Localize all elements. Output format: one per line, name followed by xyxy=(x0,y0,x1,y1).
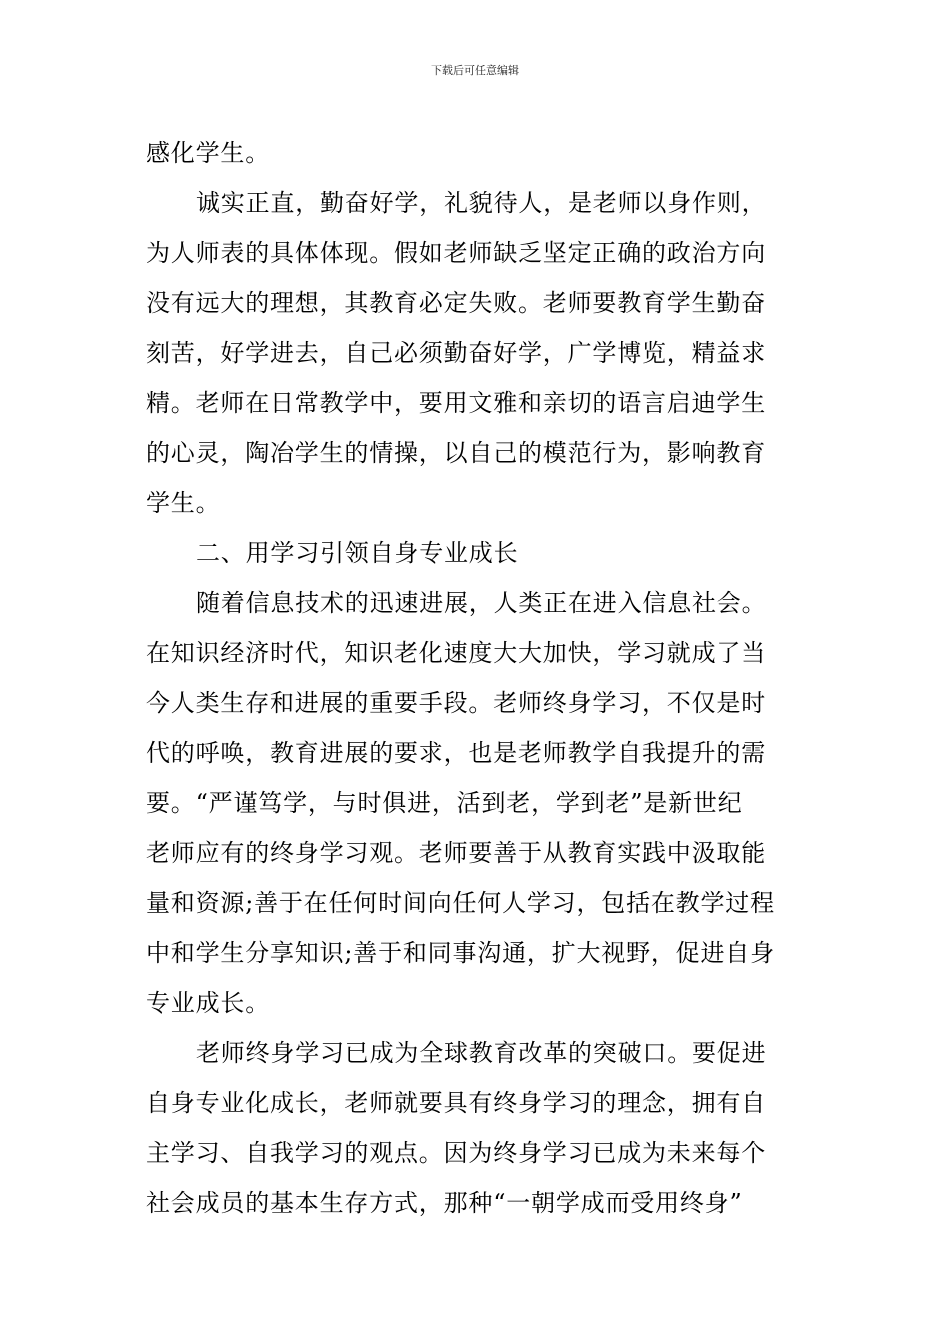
text-line: 诚实正直，勤奋好学，礼貌待人，是老师以身作则， xyxy=(196,189,767,217)
text-line: 自身专业化成长，老师就要具有终身学习的理念，拥有自 xyxy=(146,1089,766,1117)
text-line: 为人师表的具体体现。假如老师缺乏坚定正确的政治方向 xyxy=(146,239,766,267)
text-line: 刻苦，好学进去，自己必须勤奋好学，广学博览，精益求 xyxy=(146,339,766,367)
text-line: 感化学生。 xyxy=(146,139,270,167)
text-line: 量和资源;善于在任何时间向任何人学习，包括在教学过程 xyxy=(146,889,775,917)
text-line: 精。老师在日常教学中，要用文雅和亲切的语言启迪学生 xyxy=(146,389,766,417)
text-line: 在知识经济时代，知识老化速度大大加快，学习就成了当 xyxy=(146,639,766,667)
text-line: 学生。 xyxy=(146,489,221,517)
text-line: 要。“严谨笃学，与时俱进，活到老，学到老”是新世纪 xyxy=(146,789,743,817)
text-line: 主学习、自我学习的观点。因为终身学习已成为未来每个 xyxy=(146,1139,766,1167)
text-line: 中和学生分享知识;善于和同事沟通，扩大视野，促进自身 xyxy=(146,939,775,967)
text-line: 二、用学习引领自身专业成长 xyxy=(196,539,519,567)
text-line: 随着信息技术的迅速进展，人类正在进入信息社会。 xyxy=(196,589,767,617)
text-line: 今人类生存和进展的重要手段。老师终身学习，不仅是时 xyxy=(146,689,766,717)
text-line: 社会成员的基本生存方式，那种“一朝学成而受用终身” xyxy=(146,1189,743,1217)
text-line: 的心灵，陶冶学生的情操，以自己的模范行为，影响教育 xyxy=(146,439,766,467)
text-line: 代的呼唤，教育进展的要求，也是老师教学自我提升的需 xyxy=(146,739,766,767)
page-header: 下载后可任意编辑 xyxy=(431,64,519,77)
text-line: 老师终身学习已成为全球教育改革的突破口。要促进 xyxy=(196,1039,767,1067)
text-line: 专业成长。 xyxy=(146,989,270,1017)
document-body xyxy=(146,128,810,1228)
text-line: 老师应有的终身学习观。老师要善于从教育实践中汲取能 xyxy=(146,839,766,867)
text-line: 没有远大的理想，其教育必定失败。老师要教育学生勤奋 xyxy=(146,289,766,317)
